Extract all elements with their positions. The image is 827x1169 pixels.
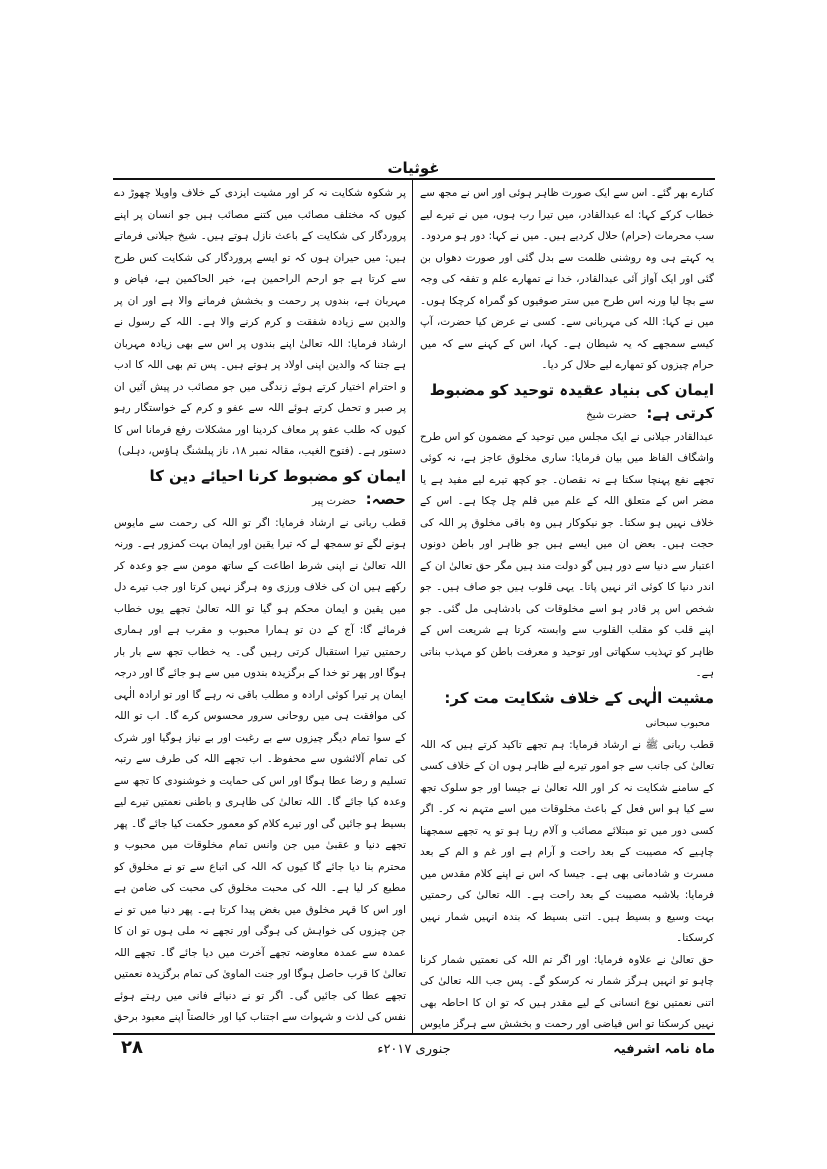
- section-heading: [420, 379, 714, 427]
- magazine-name: ماہ نامہ اشرفیہ: [613, 1042, 715, 1057]
- page-footer: [113, 1038, 715, 1062]
- column-divider: [412, 180, 413, 1033]
- paragraph: حق تعالیٰ نے علاوہ فرمایا: اور اگر تم اللہ کی نعمتیں شمار کرنا چاہو تو انہیں ہرگز شمار نہ کرسکو گے۔ پس جب اللہ تعالیٰ کی اتنی نعمتیں نوع انسانی کے لیے مقدر ہیں کہ تو ان کا احاطہ بھی نہیں کرسکتا تو اس فیاضی اور رحمت و بخشش سے ہرگز مایوس: [420, 953, 714, 1030]
- top-rule: [113, 178, 715, 180]
- section-heading: [114, 465, 406, 513]
- running-title: غوثیات: [387, 159, 440, 177]
- heading-byline: حضرت شیخ: [586, 409, 638, 421]
- paragraph: کنارے بھر گئے۔ اس سے ایک صورت ظاہر ہوئی اور اس نے مجھ سے خطاب کرکے کہا: اے عبدالقادر، میں تیرا رب ہوں، میں نے تیرے لیے سب محرمات (حرام) حلال کردیے ہیں۔ میں نے کہا: دور ہو مردود۔ یہ کہتے ہی وہ روشنی ظلمت سے بدل گئی اور صورت دھواں بن گئی اور ایک آواز آئی عبدالقادر، خدا نے تمھارے علم و تفقہ کی وجہ سے بچا لیا ورنہ اس طرح میں ستر صوفیوں کو گمراہ کرچکا ہوں۔ میں نے کہا: اللہ کی مہربانی سے۔ کسی نے عرض کیا حضرت، آپ کیسے سمجھے کہ یہ شیطان ہے۔ کہا، اس کے کہنے سے کہ میں حرام چیزوں کو تمھارے لیے حلال کر دیا۔: [420, 187, 714, 371]
- bottom-rule: [113, 1033, 715, 1035]
- heading-text: ایمان کو مضبوط کرنا احیائے دین کا حصہ:: [149, 466, 406, 508]
- paragraph: عبدالقادر جیلانی نے ایک مجلس میں توحید کے مضمون کو اس طرح واشگاف الفاظ میں بیان فرمایا: ساری مخلوق عاجز ہے، نہ کوئی تجھے نفع پہنچا سکتا ہے نہ نقصان۔ جو کچھ تیرے لیے مفید ہے یا مضر اس کے متعلق اللہ کے علم میں قلم چل چکا ہے۔ اس کے خلاف نہیں ہو سکتا۔ جو نیکوکار ہیں وہ باقی مخلوق پر اللہ کی حجت ہیں۔ بعض ان میں ایسے ہیں جو ظاہر اور باطن دونوں اعتبار سے دنیا سے دور ہیں گو دولت مند ہیں مگر حق تعالیٰ ان کے اندر دنیا کا کوئی اثر نہیں پاتا۔ یہی قلوب ہیں جو صاف ہیں۔ جو شخص اس پر قادر ہو اسے مخلوقات کی بادشاہی مل گئی۔ جو اپنے قلب کو مقلب القلوب سے وابستہ کرتا ہے شریعت اس کے ظاہر کو تہذیب سکھاتی اور توحید و معرفت باطن کو مہذب بناتی ہے۔: [420, 430, 714, 679]
- paragraph: قطب ربانی ﷺ نے ارشاد فرمایا: ہم تجھے تاکید کرتے ہیں کہ اللہ تعالیٰ کی جانب سے جو امور تیرے لیے ظاہر ہوں ان کے خلاف کسی کے سامنے شکایت نہ کر اور اللہ تعالیٰ نے جیسا اور جو سلوک تجھ سے کیا ہو اس فعل کے باعث مخلوقات میں اسے متہم نہ کر۔ اگر کسی دور میں تو مبتلائے مصائب و آلام رہا ہو تو یہ تجھے سمجھنا چاہیے کہ مصیبت کے بعد راحت و آرام ہے اور غم و الم کے بعد مسرت و شادمانی بھی ہے۔ جیسا کہ اس نے اپنے کلام مقدس میں فرمایا: بلاشبہ مصیبت کے بعد راحت ہے۔ اللہ تعالیٰ کی رحمتیں بہت وسیع و بسیط ہیں۔ اتنی بسیط کہ بندہ انہیں شمار نہیں کرسکتا۔: [420, 738, 714, 944]
- heading-byline: محبوب سبحانی: [645, 717, 710, 729]
- left-column: [114, 183, 406, 1031]
- heading-byline: حضرت پیر: [312, 495, 357, 507]
- paragraph: قطب ربانی نے ارشاد فرمایا: اگر تو اللہ کی رحمت سے مایوس ہونے لگے تو سمجھ لے کہ تیرا یقین اور ایمان بہت کمزور ہے۔ ورنہ اللہ تعالیٰ نے اپنی شرط اطاعت کے ساتھ مومن سے جو وعدہ کر رکھے ہیں ان کی خلاف ورزی وہ ہرگز نہیں کرتا اور جب تیرے دل میں یقین و ایمان محکم ہو گیا تو اللہ تعالیٰ تجھے یوں خطاب فرمائے گا: آج کے دن تو ہمارا محبوب و مقرب ہے اور ہماری رحمتیں تیرا استقبال کرتی رہیں گی۔ یہ خطاب تجھ سے بار بار ہوگا اور پھر تو خدا کے برگزیدہ بندوں میں سے ہو جائے گا اور درجہ ایمان پر تیرا کوئی ارادہ و مطلب باقی نہ رہے گا اور تو ارادہ الٰہی کی موافقت ہی میں روحانی سرور محسوس کرے گا۔ اب تو اللہ کے سوا تمام دیگر چیزوں سے بے رغبت اور بے نیاز ہوگیا اور شرک کی تمام آلائشوں سے محفوظ۔ اب تجھے اللہ کی طرف سے رتبہ تسلیم و رضا عطا ہوگا اور اس کی حمایت و خوشنودی کا تجھ سے وعدہ کیا جائے گا۔ اللہ تعالیٰ کی ظاہری و باطنی نعمتیں تیرے لیے بسیط ہو جائیں گی اور تیرے کلام کو معمور حکمت کیا جائے گا۔ پھر تجھے دنیا و عقبیٰ میں جن وانس تمام مخلوقات میں محبوب و محترم بنا دیا جائے گا کیوں کہ اللہ کی اتباع سے تو نے مخلوق کو مطیع کر لیا ہے۔ اللہ کی محبت مخلوق کی محبت کی ضامن ہے اور اس کا قہر مخلوق میں بغض پیدا کرتا ہے۔ پھر دنیا میں تو نے جن چیزوں کی خواہش کی ہوگی اور تجھے نہ ملی ہوں تو ان کا عمدہ سے عمدہ معاوضہ تجھے آخرت میں دیا جائے گا۔ تجھے اللہ تعالیٰ کا قرب حاصل ہوگا اور جنت الماویٰ کی تمام برگزیدہ نعمتیں تجھے عطا کی جائیں گی۔ اگر تو نے دنیائے فانی میں رہتے ہوئے نفس کی لذت و شہوات سے اجتناب کیا اور خالصتاً اپنے معبود برحق: [114, 516, 406, 1023]
- heading-text: مشیت الٰہی کے خلاف شکایت مت کر:: [444, 688, 714, 707]
- right-column: [420, 183, 714, 1031]
- heading-text: ایمان کی بنیاد عقیدہ توحید کو مضبوط کرتی ہے:: [429, 380, 714, 422]
- paragraph: پر شکوہ شکایت نہ کر اور مشیت ایزدی کے خلاف واویلا چھوڑ دے کیوں کہ مختلف مصائب میں کتنے مصائب ہیں جو انسان پر اپنے پروردگار کی شکایت کے باعث نازل ہوتے ہیں۔ شیخ جیلانی فرماتے ہیں: میں حیران ہوں کہ تو ایسے پروردگار کی شکایت کس طرح سے کرتا ہے جو ارحم الراحمین ہے، خیر الحاکمین ہے، فیاض و مہربان ہے، بندوں پر رحمت و بخشش فرمانے والا ہے اور ان پر والدین سے زیادہ شفقت و کرم کرنے والا ہے۔ اللہ کے رسول نے ارشاد فرمایا: اللہ تعالیٰ اپنے بندوں پر اس سے بھی زیادہ مہربان ہے جتنا کہ والدین اپنی اولاد پر ہوتے ہیں۔ پس تم بھی اللہ کا ادب و احترام اختیار کرتے ہوئے زندگی میں جو مصائب در پیش آئیں ان پر صبر و تحمل کرتے ہوئے اللہ سے عفو و کرم کے خواستگار رہو کیوں کہ طلب عفو پر معاف کردینا اور مشکلات رفع فرمانا اس کا دستور ہے۔ (فتوح الغیب، مقالہ نمبر ۱۸، ناز پبلشنگ ہاؤس، دہلی): [114, 187, 406, 457]
- section-heading: [420, 687, 714, 735]
- page-number: ۲۸: [121, 1037, 143, 1058]
- issue-date: جنوری ۲۰۱۷ء: [377, 1042, 451, 1057]
